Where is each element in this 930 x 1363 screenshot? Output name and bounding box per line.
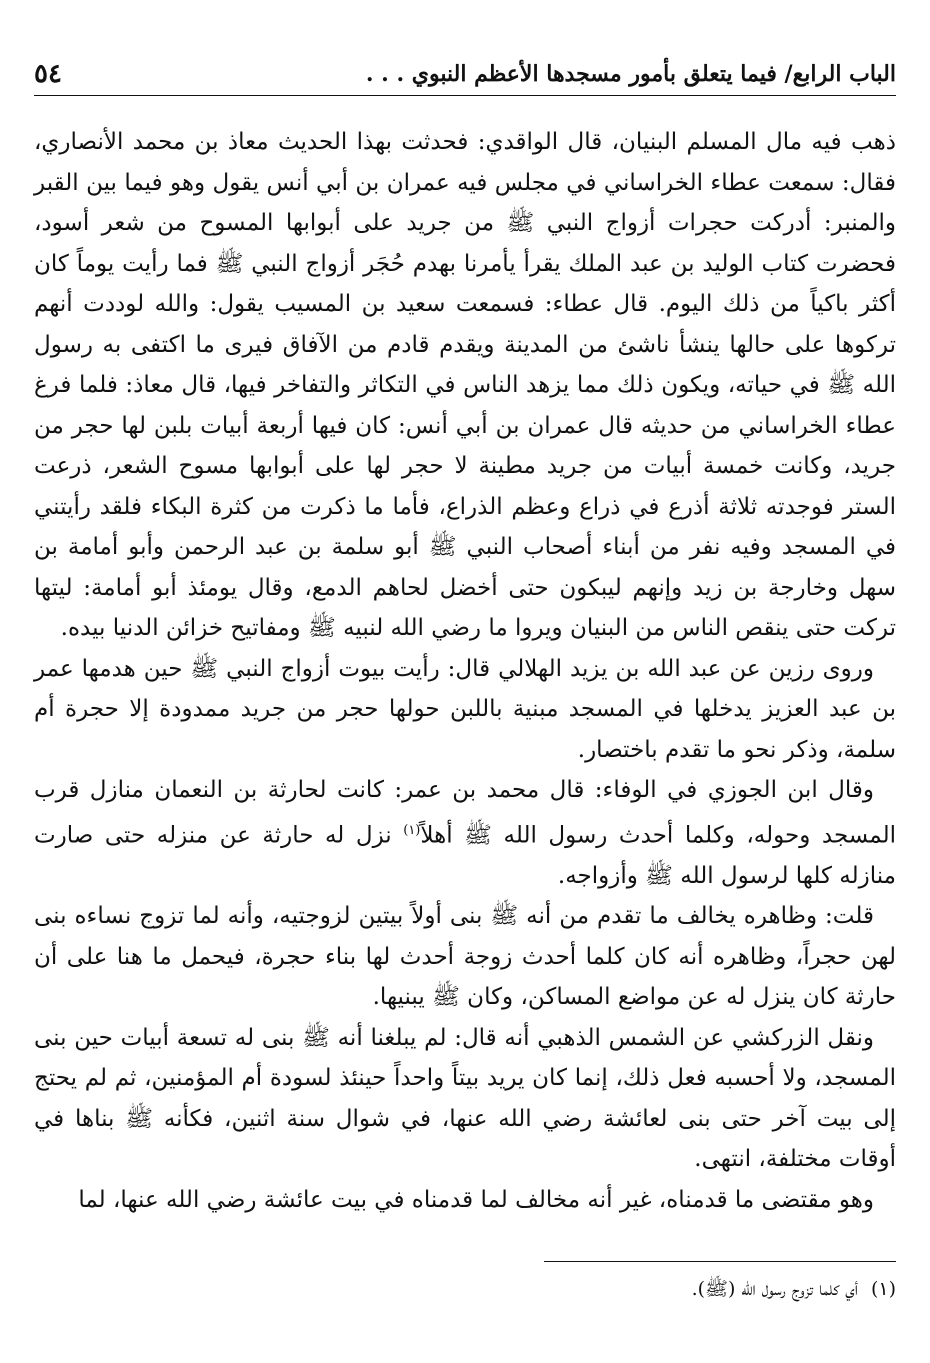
paragraph-3 xyxy=(34,770,896,896)
paragraph-6: وهو مقتضى ما قدمناه، غير أنه مخالف لما قدمناه في بيت عائشة رضي الله عنها، لما xyxy=(78,1186,874,1213)
footnotes xyxy=(34,1274,896,1304)
main-text xyxy=(34,122,896,1220)
paragraph-3-continuation: نزل له حارثة عن منزله حتى صارت منازله كلها لرسول الله ﷺ وأزواجه. xyxy=(34,822,896,889)
paragraph-3-text: وقال ابن الجوزي في الوفاء: قال محمد بن عمر: كانت لحارثة بن النعمان منازل قرب المسجد وحوله، وكلما أحدث رسول الله ﷺ أهلاً xyxy=(34,777,896,849)
page-number: ٥٤ xyxy=(34,59,62,89)
footnote-item xyxy=(34,1274,896,1304)
running-title: الباب الرابع/ فيما يتعلق بأمور مسجدها الأعظم النبوي . . . xyxy=(365,61,896,87)
paragraph-2: وروى رزين عن عبد الله بن يزيد الهلالي قال: رأيت بيوت أزواج النبي ﷺ حين هدمها عمر بن عبد العزيز يدخلها في المسجد مبنية باللبن حولها حجر من جريد ممدودة إلا حجرة أم سلمة، وذكر نحو ما تقدم باختصار. xyxy=(34,655,896,763)
footnote-reference: (١) xyxy=(403,822,421,838)
paragraph-5: ونقل الزركشي عن الشمس الذهبي أنه قال: لم يبلغنا أنه ﷺ بنى له تسعة أبيات حين بنى المسجد، ولا أحسبه فعل ذلك، إنما كان يريد بيتاً واحداً حينئذ لسودة أم المؤمنين، ثم لم يحتج إلى بيت آخر حتى بنى لعائشة رضي الله عنها، في شوال سنة اثنين، فكأنه ﷺ بناها في أوقات مختلفة، انتهى. xyxy=(34,1024,896,1173)
header-rule xyxy=(34,95,896,96)
footnote-text: أي كلما تزوج رسول الله (ﷺ). xyxy=(691,1278,858,1300)
paragraph-1: ذهب فيه مال المسلم البنيان، قال الواقدي: فحدثت بهذا الحديث معاذ بن محمد الأنصاري، فقال: سمعت عطاء الخراساني في مجلس فيه عمران بن أبي أنس يقول وهو فيما بين القبر والمنبر: أدركت حجرات أزواج النبي ﷺ من جريد على أبوابها المسوح من شعر أسود، فحضرت كتاب الوليد بن عبد الملك يقرأ يأمرنا بهدم حُجَر أزواج النبي ﷺ فما رأيت يوماً كان أكثر باكياً من ذلك اليوم. قال عطاء: فسمعت سعيد بن المسيب يقول: والله لوددت أنهم تركوها على حالها ينشأ ناشئ من المدينة ويقدم قادم من الآفاق فيرى ما اكتفى به رسول الله ﷺ في حياته، ويكون ذلك مما يزهد الناس في التكاثر والتفاخر فيها، قال معاذ: فلما فرغ عطاء الخراساني من حديثه قال عمران بن أبي أنس: كان فيها أربعة أبيات بلبن لها حجر من جريد، وكانت خمسة أبيات من جريد مطينة لا حجر لها على أبوابها مسوح الشعر، ذرعت الستر فوجدته ثلاثة أذرع في ذراع وعظم الذراع، فأما ما ذكرت من كثرة البكاء فلقد رأيتني في المسجد وفيه نفر من أبناء أصحاب النبي ﷺ أبو سلمة بن عبد الرحمن وأبو أمامة بن سهل وخارجة بن زيد وإنهم ليبكون حتى أخضل لحاهم الدمع، وقال يومئذ أبو أمامة: ليتها تركت حتى ينقص الناس من البنيان ويروا ما رضي الله لنبيه ﷺ ومفاتيح خزائن الدنيا بيده. xyxy=(34,129,896,641)
footnote-marker: (١) xyxy=(870,1278,896,1300)
running-header xyxy=(34,56,896,92)
paragraph-4: قلت: وظاهره يخالف ما تقدم من أنه ﷺ بنى أولاً بيتين لزوجتيه، وأنه لما تزوج نساءه بنى لهن حجراً، وظاهره أنه كان كلما أحدث زوجة أحدث لها بناء حجرة، فيحمل ما هنا على أن حارثة كان ينزل له عن مواضع المساكن، وكان ﷺ يبنيها. xyxy=(34,903,896,1011)
footnote-rule xyxy=(544,1261,896,1262)
